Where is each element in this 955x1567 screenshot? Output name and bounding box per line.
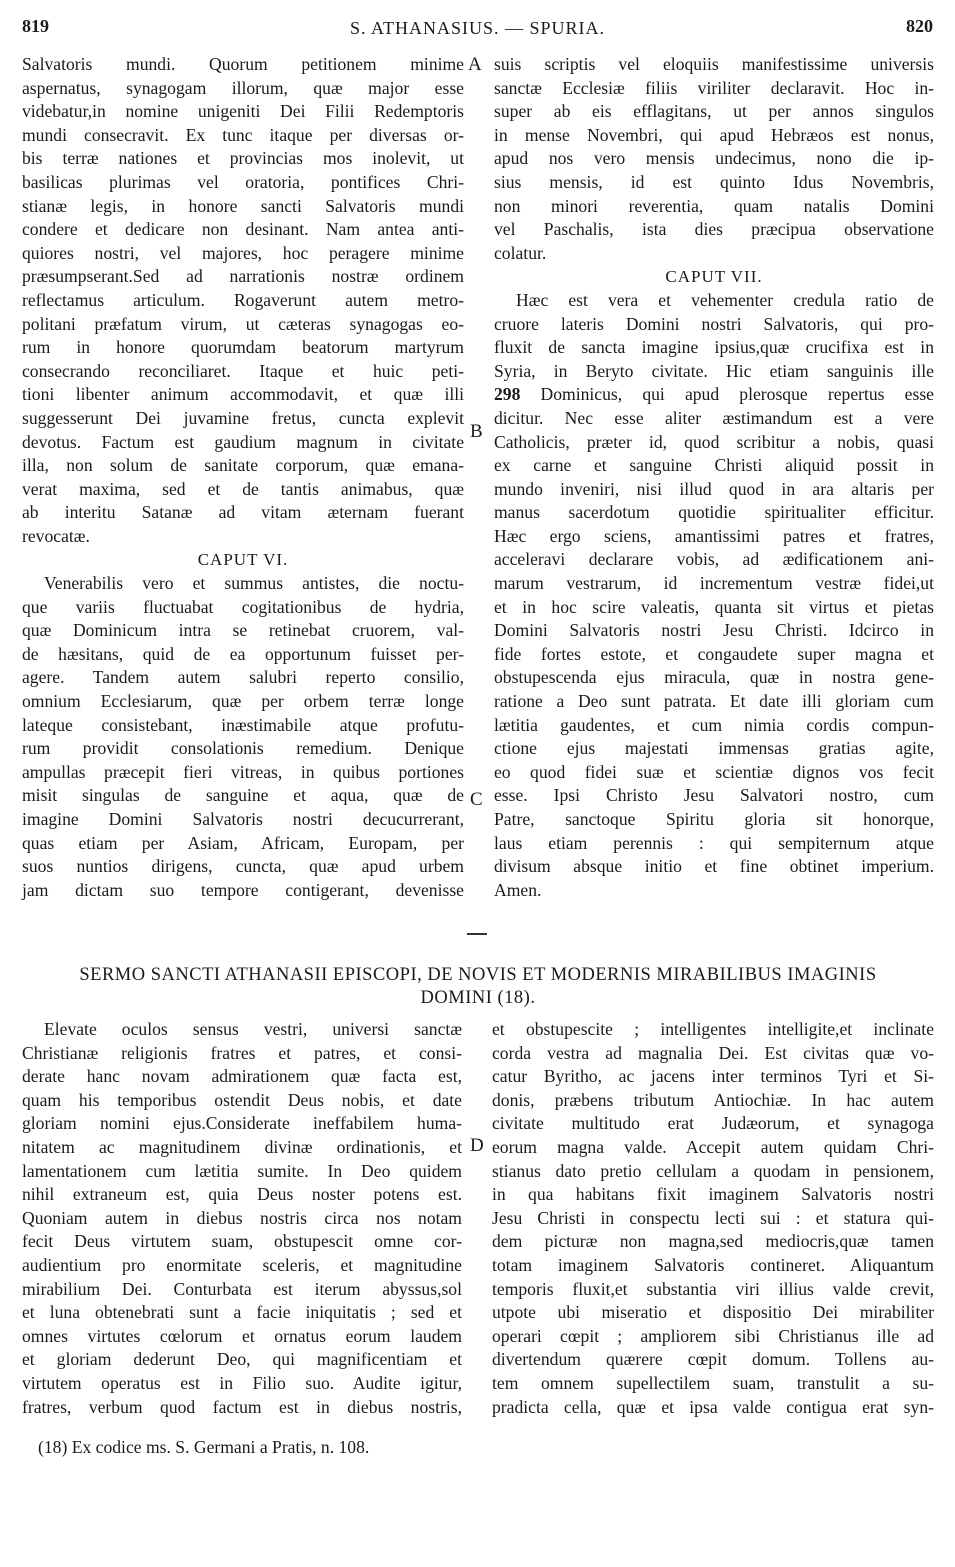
text-line: politani præfatum virum, ut cæteras synagogas eo- bbox=[22, 313, 464, 334]
text-line: illa, non solum de sanitate corporum, quæ emana- bbox=[22, 455, 464, 476]
text-line: et gloriam dederunt Deo, qui magnificentiam et bbox=[22, 1349, 462, 1370]
page-header bbox=[22, 16, 933, 42]
text-line: Christianæ religionis fratres et patres, et consi- bbox=[22, 1042, 462, 1063]
text-line: acceleravi declarare vobis, ad ædificationem ani- bbox=[494, 549, 934, 570]
text-line: eo quod fidei suæ et scientiæ dignos vos fecit bbox=[494, 761, 934, 782]
text-line: videbatur,in nomine unigeniti Dei Filii Redemptoris bbox=[22, 101, 464, 122]
page-number-right: 820 bbox=[906, 16, 933, 36]
chapter-heading: CAPUT VI. bbox=[197, 550, 289, 570]
text-line: dem picturæ non magna,sed mediocris,quæ tamen bbox=[492, 1231, 934, 1252]
text-line: tioni libenter animum accommodavit, et quæ illi bbox=[22, 384, 464, 405]
text-line: donis, præbens tributum Antiochiæ. In hac autem bbox=[492, 1089, 934, 1110]
text-line: fratres, verbum quod factum est in diebus nostris, bbox=[22, 1396, 462, 1417]
text-line: Quoniam autem in diebus nostris circa nos notam bbox=[22, 1207, 462, 1228]
text-line: verat maxima, sed et de tantis animabus, quæ bbox=[22, 478, 464, 499]
text-line: bis terræ nationes et provincias mos inolevit, ut bbox=[22, 148, 464, 169]
text-line: vel Paschalis, ista dies præcipua observatione bbox=[494, 219, 934, 240]
text-line: rum providit consolationis remedium. Denique bbox=[22, 738, 464, 759]
text-line: fecit Deus virtutem suam, obstupescit omne cor- bbox=[22, 1231, 462, 1252]
text-line: reflectamus articulum. Rogaverunt autem metro- bbox=[22, 289, 464, 310]
text-line: omnium Ecclesiarum, quæ per orbem terræ longe bbox=[22, 691, 464, 712]
text-line: ampullas præcepit fieri vitreas, in quibus portiones bbox=[22, 761, 464, 782]
text-line: lamentationem cum lætitia sumite. In Deo quidem bbox=[22, 1160, 462, 1181]
text-line: nitatem ac magnitudinem divinæ ordinationis, et bbox=[22, 1136, 462, 1157]
text-line: gloriam nomini ejus.Considerate ineffabilem huma- bbox=[22, 1113, 462, 1134]
text-line: ctione ejus majestati immensas gratias agite, bbox=[494, 738, 934, 759]
text-line: pradicta cella, quæ et ipsa valde contigua erat syn- bbox=[492, 1396, 934, 1417]
margin-letter-c: C bbox=[470, 789, 483, 810]
text-line: cruore lateris Domini nostri Salvatoris, qui pro- bbox=[494, 313, 934, 334]
text-line: misit singulas de sanguine et aqua, quæ de bbox=[22, 785, 464, 806]
text-line: in mense Novembri, qui apud Hebræos est nonus, bbox=[494, 124, 934, 145]
margin-letter-b: B bbox=[470, 421, 483, 442]
text-line: ratione a Deo sunt patrata. Et date illi gloriam cum bbox=[494, 691, 934, 712]
text-line: non minori reverentia, quam natalis Domini bbox=[494, 195, 934, 216]
text-line: Salvatoris mundi. Quorum petitionem minime bbox=[22, 54, 464, 74]
text-line: super ab eis efflagitans, ut per annos singulos bbox=[494, 101, 934, 122]
text-line: Domini Salvatoris nostri Jesu Christi. Idcirco in bbox=[494, 620, 934, 641]
text-line: colatur. bbox=[494, 242, 547, 263]
chapter-heading: CAPUT VII. bbox=[665, 267, 763, 287]
text-line: nihil extraneum est, quia Deus noster potens est. bbox=[22, 1184, 462, 1205]
text-line: Elevate oculos sensus vestri, universi sanctæ bbox=[44, 1019, 462, 1039]
text-line: marum vestrarum, id incrementum vestræ fidei,ut bbox=[494, 573, 934, 594]
text-line: de hæsitans, quid de ea opportunum fuisset per- bbox=[22, 643, 464, 664]
text-fragment: Dominicus, qui apud plerosque repertus esse bbox=[520, 384, 934, 405]
text-line: et luna obtenebrati sunt a facie iniquitatis ; sed et bbox=[22, 1302, 462, 1323]
text-line: præsumpserant.Sed ad narrationis nostræ ordinem bbox=[22, 266, 464, 287]
text-line: rum in honore quorumdam beatorum martyrum bbox=[22, 337, 464, 358]
text-line: consecrando reconciliaret. Itaque et huic peti- bbox=[22, 360, 464, 381]
text-line: eorum magna valde. Accepit autem quidam Chri- bbox=[492, 1136, 934, 1157]
text-line: operari cœpit ; ampliorem sibi Christianus ille ad bbox=[492, 1325, 934, 1346]
footnote: (18) Ex codice ms. S. Germani a Pratis, n. 108. bbox=[38, 1437, 370, 1457]
margin-letter-a: A bbox=[468, 54, 482, 75]
text-line: obstupescenda ejus miracula, quæ in nostra gene- bbox=[494, 667, 934, 688]
column-lower-right bbox=[492, 1018, 934, 1419]
text-line: virtutem operatus est in Filio suo. Audite igitur, bbox=[22, 1372, 462, 1393]
text-line: Hæc ergo sciens, amantissimi patres et fratres, bbox=[494, 525, 934, 546]
text-line: ex carne et sanguine Christi aliquid possit in bbox=[494, 455, 934, 476]
text-line: lætitia gaudentes, et cum nimia cordis compun- bbox=[494, 714, 934, 735]
text-line: Patre, sanctoque Spiritu gloria sit honorque, bbox=[494, 809, 934, 829]
text-line: quas etiam per Asiam, Africam, Europam, per bbox=[22, 832, 464, 853]
text-line: omnes virtutes cœlorum et ornatus eorum laudem bbox=[22, 1325, 462, 1346]
column-upper-right bbox=[494, 53, 934, 902]
text-line: suos nuntios dirigens, cuncta, quæ apud urbem bbox=[22, 856, 464, 877]
text-line-with-page-marker bbox=[494, 383, 934, 407]
text-line: sius mensis, id est quinto Idus Novembris, bbox=[494, 171, 934, 192]
text-line: suis scriptis vel eloquiis manifestissime universis bbox=[494, 54, 934, 74]
text-line: Catholicis, præter id, quod scribitur a nobis, quasi bbox=[494, 431, 934, 452]
text-line: et obstupescite ; intelligentes intelligite,et inclinate bbox=[492, 1019, 934, 1039]
text-line: mundi consecravit. Ex tunc itaque per diversas or- bbox=[22, 124, 464, 145]
text-line: condere et dedicare non desinant. Nam antea anti- bbox=[22, 219, 464, 240]
text-line: suggesserunt Dei juvamine fretus, cuncta explevit bbox=[22, 407, 464, 428]
sermo-title-line-2: DOMINI (18). bbox=[420, 988, 536, 1008]
text-line: divertendum quærere cœpit domum. Tollens au- bbox=[492, 1349, 934, 1370]
text-line: basilicas plurimas vel oratoria, pontifices Chri- bbox=[22, 171, 464, 192]
text-line: apud nos vero mensis undecimus, nono die ip- bbox=[494, 148, 934, 169]
text-line: laus etiam perennis : qui sempiternum atque bbox=[494, 832, 934, 853]
text-line: totam imaginem Salvatoris contineret. Aliquantum bbox=[492, 1254, 934, 1275]
text-line: tem omnem supellectilem suam, transtulit a su- bbox=[492, 1372, 934, 1393]
text-line: revocatæ. bbox=[22, 525, 90, 546]
column-lower-left bbox=[22, 1018, 462, 1419]
text-line: et in hoc scire valeatis, quanta sit virtus et pietas bbox=[494, 596, 934, 617]
text-line: civitate multitudo erat Judæorum, et synagoga bbox=[492, 1113, 934, 1134]
text-line: mundo inveniri, nisi illud quod in ara altaris per bbox=[494, 478, 934, 499]
text-line: corda vestra ad magnalia Dei. Est civitas quæ vo- bbox=[492, 1042, 934, 1063]
text-line: audientium pro enormitate sceleris, et magnitudine bbox=[22, 1254, 462, 1275]
page-number-left: 819 bbox=[22, 16, 49, 36]
text-line: Jesu Christi in conspectu lecti sui : et statura qui- bbox=[492, 1207, 934, 1228]
text-line: fide fortes estote, et congaudete super magna et bbox=[494, 643, 934, 664]
running-title: S. ATHANASIUS. — SPURIA. bbox=[349, 18, 606, 38]
text-line: mirabilium Dei. Conturbata est iterum abyssus,sol bbox=[22, 1278, 462, 1299]
text-line: divisum absque initio et fine obtinet imperium. bbox=[494, 856, 934, 877]
text-line: que variis fluctuabat cogitationibus de hydria, bbox=[22, 596, 464, 617]
text-line: Hæc est vera et vehementer credula ratio de bbox=[516, 289, 934, 310]
page-marker: 298 bbox=[494, 384, 521, 405]
text-line: imagine Domini Salvatoris nostri decucurrerant, bbox=[22, 809, 464, 829]
text-line: temporis fluxit,et substantia viri illius valde crevit, bbox=[492, 1278, 934, 1299]
sermo-title bbox=[28, 964, 928, 1010]
text-line: dicitur. Nec esse aliter æstimandum est a vere bbox=[494, 407, 934, 428]
text-line: in qua habitans fixit imaginem Salvatoris nostri bbox=[492, 1184, 934, 1205]
section-divider bbox=[467, 933, 487, 935]
text-line: agere. Tandem autem salubri reperto consilio, bbox=[22, 667, 464, 688]
text-line: quiores nostri, vel majores, hoc peragere minime bbox=[22, 242, 464, 263]
text-line: Venerabilis vero et summus antistes, die noctu- bbox=[44, 573, 464, 594]
text-line: aspernatus, synagogam illorum, quæ major esse bbox=[22, 77, 464, 98]
text-line: devotus. Factum est gaudium magnum in civitate bbox=[22, 431, 464, 452]
text-line: catur Byritho, ac jacens inter terminos Tyri et Si- bbox=[492, 1066, 934, 1087]
text-line: manus sacerdotum quotidie spiritualiter efficitur. bbox=[494, 502, 934, 523]
text-line: lateque consistebant, inæstimabile atque profutu- bbox=[22, 714, 464, 735]
text-line: stianæ legis, in honore sancti Salvatoris mundi bbox=[22, 195, 464, 216]
text-line: derate hanc novam admirationem quæ facta est, bbox=[22, 1066, 462, 1087]
text-line: stianus dato pretio cellulam a quodam in pensionem, bbox=[492, 1160, 934, 1181]
text-line: esse. Ipsi Christo Jesu Salvatori nostro, cum bbox=[494, 785, 934, 806]
text-line: sanctæ Ecclesiæ filiis viriliter declaravit. Hoc in- bbox=[494, 77, 934, 98]
text-line: fluxit de sancta imagine ipsius,quæ crucifixa est in bbox=[494, 337, 934, 358]
text-line: ab interitu Satanæ ad vitam æternam fuerant bbox=[22, 502, 464, 523]
text-line: Amen. bbox=[494, 879, 542, 900]
margin-letter-d: D bbox=[470, 1135, 484, 1156]
text-line: quæ Dominicum intra se retinebat cruorem, val- bbox=[22, 620, 464, 641]
text-line: quam his temporibus ostendit Deus nobis, et date bbox=[22, 1089, 462, 1110]
text-line: jam dictam suo tempore contigerant, devenisse bbox=[22, 879, 464, 900]
text-line: Syria, in Beryto civitate. Hic etiam sanguinis ille bbox=[494, 360, 934, 381]
column-upper-left bbox=[22, 53, 464, 902]
sermo-title-line-1: SERMO SANCTI ATHANASII EPISCOPI, DE NOVIS ET MODERNIS MIRABILIBUS IMAGINIS bbox=[79, 965, 877, 985]
text-line: utpote ubi miseratio et dispositio Dei mirabiliter bbox=[492, 1302, 934, 1323]
